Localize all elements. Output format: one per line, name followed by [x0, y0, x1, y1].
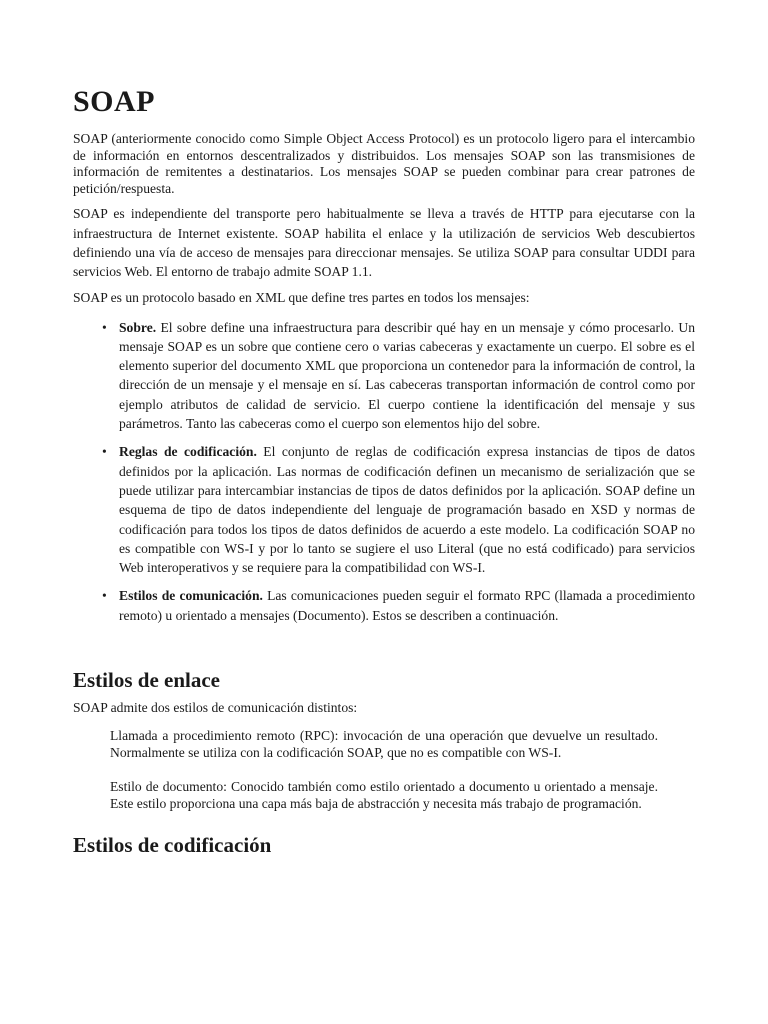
binding-style-rpc: Llamada a procedimiento remoto (RPC): invocación de una operación que devuelve un resultado. Normalmente se utiliza con la codificación SOAP, que no es compatible con WS-I.: [110, 728, 658, 761]
binding-style-document: Estilo de documento: Conocido también como estilo orientado a documento u orientado a mensaje. Este estilo proporciona una capa más baja de abstracción y necesita más trabajo de programación.: [110, 779, 658, 812]
list-item-reglas: [102, 442, 695, 577]
page-title: SOAP: [73, 85, 156, 118]
section-heading-enlace: Estilos de enlace: [73, 668, 220, 693]
list-item-estilos: [102, 586, 695, 625]
section-enlace-intro: SOAP admite dos estilos de comunicación distintos:: [73, 700, 358, 716]
bullet-icon: •: [102, 319, 107, 335]
bullet-icon: •: [102, 444, 107, 460]
intro-paragraph-2: SOAP es independiente del transporte pero habitualmente se lleva a través de HTTP para ejecutarse con la infraestructura de Internet existente. SOAP habilita el enlace y la utilización de servicios Web descubiertos definiendo una vía de acceso de mensajes para direccionar mensajes. Se utiliza SOAP para consultar UDDI para servicios Web. El entorno de trabajo admite SOAP 1.1.: [73, 206, 695, 280]
list-item-text: Las comunicaciones pueden seguir el formato RPC (llamada a procedimiento remoto) u orientado a mensajes (Documento). Estos se describen a continuación.: [119, 588, 695, 623]
message-parts-list: [73, 318, 695, 625]
list-item-sobre: [102, 318, 695, 434]
list-item-text: El sobre define una infraestructura para describir qué hay en un mensaje y cómo procesarlo. Un mensaje SOAP es un sobre que contiene cero o varias cabeceras y exactamente un cuerpo. El sobre es el elemento superior del documento XML que proporciona un contenedor para la información de control, la dirección de un mensaje y el mensaje en sí. Las cabeceras transportan información de control como por ejemplo atributos de calidad de servicio. El cuerpo contiene la identificación del mensaje y sus parámetros. Tanto las cabeceras como el cuerpo son elementos hijo del sobre.: [119, 319, 695, 432]
list-item-term: Reglas de codificación.: [119, 444, 257, 460]
intro-paragraph-1: SOAP (anteriormente conocido como Simple Object Access Protocol) es un protocolo ligero para el intercambio de información en entornos descentralizados y distribuidos. Los mensajes SOAP son las transmisiones de información de remitentes a destinatarios. Los mensajes SOAP se pueden combinar para crear patrones de petición/respuesta.: [73, 131, 695, 196]
list-item-term: Estilos de comunicación.: [119, 588, 263, 604]
intro-paragraph-3: SOAP es un protocolo basado en XML que define tres partes en todos los mensajes:: [73, 289, 530, 305]
list-item-term: Sobre.: [119, 319, 157, 335]
section-heading-codificacion: Estilos de codificación: [73, 833, 272, 858]
list-item-text: El conjunto de reglas de codificación expresa instancias de tipos de datos definidos por la aplicación. Las normas de codificación definen un mecanismo de serialización que se puede utilizar para intercambiar instancias de tipos de datos definidos por la aplicación. SOAP define un esquema de tipo de datos independiente del lenguaje de programación basado en XSD y normas de codificación para todos los tipos de datos definidos de acuerdo a este modelo. La codificación SOAP no es compatible con WS-I y por lo tanto se sugiere el uso Literal (que no está codificado) para servicios Web interoperativos y se requiere para la compatibilidad con WS-I.: [119, 444, 695, 576]
bullet-icon: •: [102, 588, 107, 604]
